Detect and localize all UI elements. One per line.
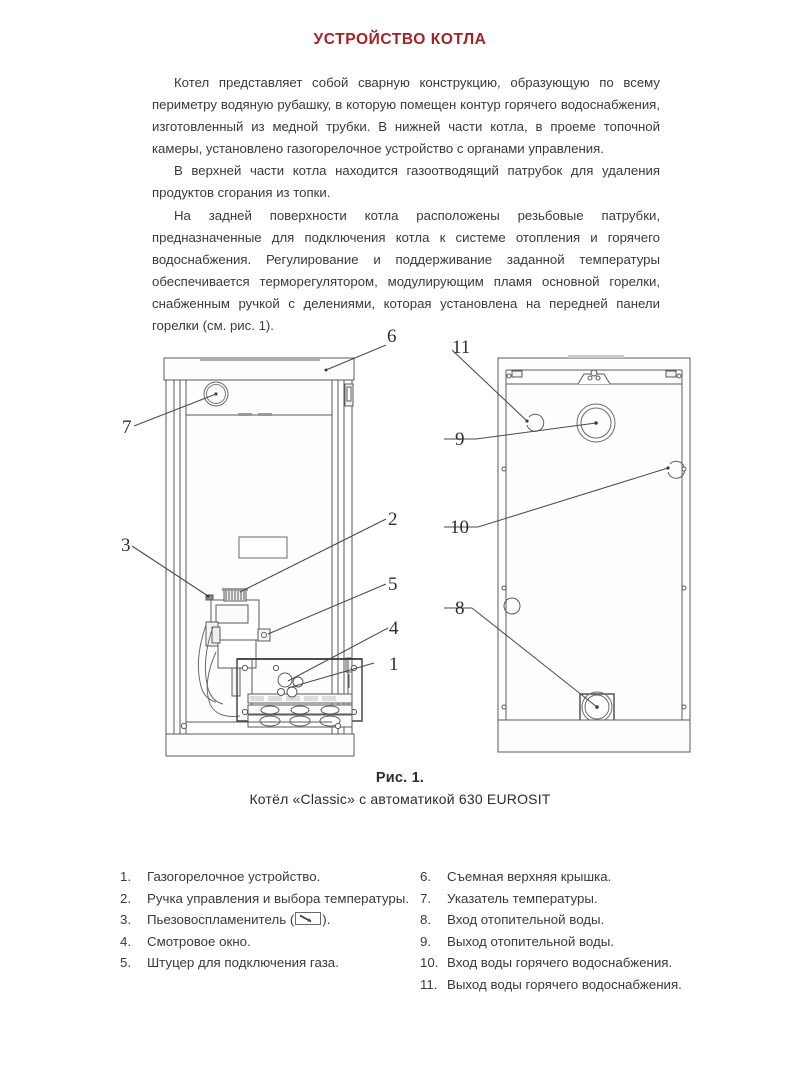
legend-item-6 — [420, 866, 720, 888]
legend-number: 5. — [120, 955, 132, 971]
spark-icon — [295, 912, 321, 925]
legend-column-right — [420, 866, 720, 996]
legend-item-9 — [420, 931, 720, 953]
legend-item-5 — [120, 952, 420, 974]
back-view-drawing — [498, 355, 690, 752]
callout-10: 10 — [450, 517, 469, 538]
legend-label-before: Пьезовоспламенитель ( — [147, 912, 295, 928]
legend-label-after: ). — [322, 912, 331, 928]
paragraph-2: В верхней части котла находится газоотводящий патрубок для удаления продуктов сгорания из топки. — [152, 163, 660, 201]
legend-number: 3. — [120, 912, 132, 928]
callout-11: 11 — [452, 337, 471, 358]
legend-label: Съемная верхняя крышка. — [447, 869, 612, 884]
callout-2: 2 — [388, 509, 398, 530]
legend-number: 2. — [120, 890, 132, 906]
legend-item-3 — [120, 909, 420, 931]
legend-item-1 — [120, 866, 420, 888]
paragraph-1: Котел представляет собой сварную конструкцию, образующую по всему периметру водяную рубашку, в которую помещен контур горячего водоснабжения, изготовленный из медной трубки. В нижней части котла, в проеме топочной камеры, установлено газогорелочное устройство с органами управления. — [152, 75, 660, 157]
legend-number: 9. — [420, 933, 432, 949]
legend-number: 11. — [420, 976, 438, 992]
legend-label: Выход воды горячего водоснабжения. — [447, 976, 682, 992]
figure-boiler-diagram — [0, 322, 800, 772]
page-title: УСТРОЙСТВО КОТЛА — [313, 31, 487, 48]
legend-item-8 — [420, 909, 720, 931]
legend-number: 10. — [420, 955, 439, 971]
legend-item-4 — [120, 931, 420, 953]
legend-label: Штуцер для подключения газа. — [147, 955, 339, 971]
front-view-drawing — [164, 358, 362, 756]
legend-number: 8. — [420, 912, 432, 928]
legend-label — [147, 909, 420, 931]
callout-4: 4 — [389, 618, 399, 639]
legend-number: 6. — [420, 869, 432, 884]
legend-column-left — [120, 866, 420, 996]
callout-8: 8 — [455, 598, 465, 619]
legend-number: 7. — [420, 890, 432, 906]
figure-subtitle: Котёл «Classic» с автоматикой 630 EUROSIT — [249, 791, 551, 807]
legend-label: Вход воды горячего водоснабжения. — [447, 955, 673, 971]
legend-number: 1. — [120, 869, 132, 884]
callout-3: 3 — [121, 535, 131, 556]
legend-item-2 — [120, 888, 420, 910]
legend-label: Газогорелочное устройство. — [147, 869, 321, 884]
legend-label: Вход отопительной воды. — [447, 912, 605, 928]
legend-number: 4. — [120, 933, 132, 949]
legend-label: Ручка управления и выбора температуры. — [147, 890, 410, 906]
legend-label: Указатель температуры. — [447, 890, 598, 906]
legend-item-11 — [420, 974, 720, 996]
callout-9: 9 — [455, 429, 465, 450]
body-text-block — [152, 72, 660, 337]
legend-label: Выход отопительной воды. — [447, 933, 615, 949]
callout-5: 5 — [388, 574, 398, 595]
legend-label: Смотровое окно. — [147, 933, 251, 949]
legend-item-10 — [420, 952, 720, 974]
figure-legend — [0, 866, 800, 996]
paragraph-3: На задней поверхности котла расположены резьбовые патрубки, предназначенные для подключения котла к системе отопления и горячего водоснабжения. Регулирование и поддерживание заданной температуры обеспечивается терморегулятором, модулирующим пламя основной горелки, снабженным ручкой с делениями, которая установлена на передней панели горелки (см. рис. 1). — [152, 207, 660, 334]
callout-6: 6 — [387, 326, 397, 347]
callout-7: 7 — [122, 417, 132, 438]
figure-number: Рис. 1. — [375, 770, 425, 786]
callout-1: 1 — [389, 654, 399, 675]
legend-item-7 — [420, 888, 720, 910]
figure-caption — [0, 770, 800, 807]
